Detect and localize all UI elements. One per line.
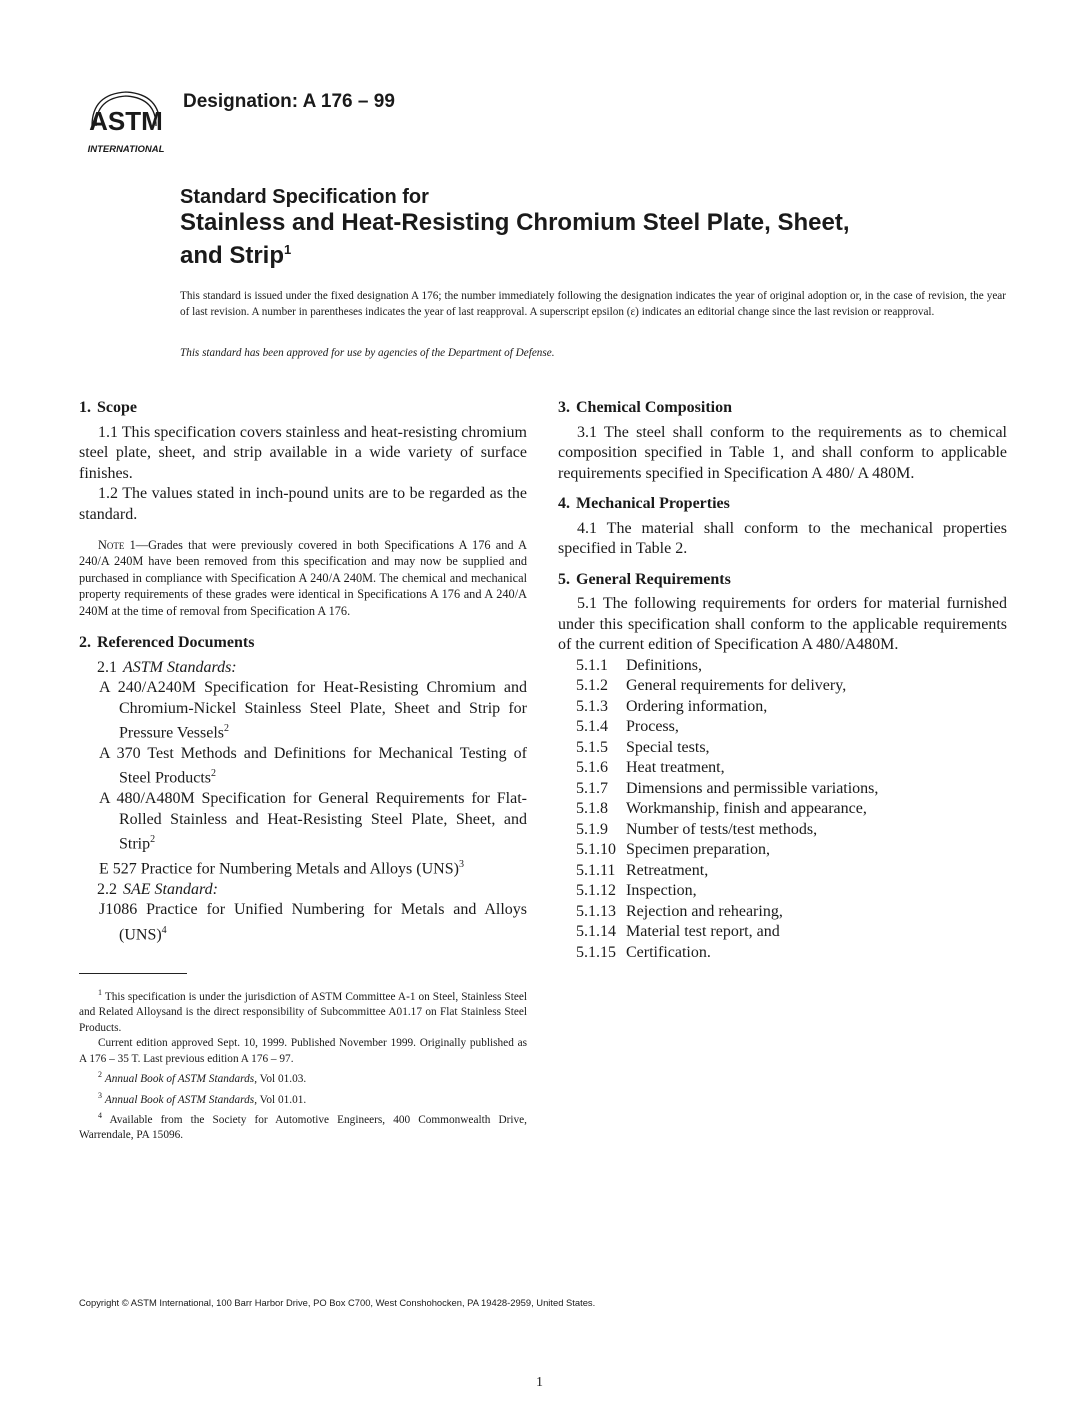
list-item: 5.1.7 Dimensions and permissible variations, <box>576 779 879 797</box>
reference-item: J1086 Practice for Unified Numbering for Metals and Alloys (UNS)$^4$ <box>99 901 527 944</box>
title-line-1: Stainless and Heat-Resisting Chromium Steel Plate, Sheet, <box>180 209 850 236</box>
preamble: This standard is issued under the fixed designation A 176; the number immediately following the designation indicates the year of original adoption or, in the case of revision, the year of last revision. A number in parentheses indicates the year of last reapproval. A superscript epsilon (ε) indicates an editorial change since the last revision or reapproval. <box>180 290 1006 318</box>
footnotes <box>79 985 527 1144</box>
general-para-1: 5.1 The following requirements for orders for material furnished under this specification shall conform to the applicable requirements of the current edition of Specification A 480/A480M. <box>558 595 1007 653</box>
list-item: 5.1.5 Special tests, <box>576 738 710 756</box>
footnote-2: $^2$ Annual Book of ASTM Standards, Vol 01.03. <box>98 1070 307 1086</box>
reference-item: A 480/A480M Specification for General Requirements for Flat-Rolled Stainless and Heat-Resisting Steel Plate, Sheet, and Strip$^2$ <box>99 790 527 853</box>
section-heading-referenced: 2. Referenced Documents <box>79 634 255 652</box>
document-title <box>180 185 1020 269</box>
title-footnote-mark: 1 <box>284 242 292 257</box>
footnote-1-continued: Current edition approved Sept. 10, 1999. Published November 1999. Originally published as A 176 – 35 T. Last previous edition A 176 – 97. <box>79 1037 527 1065</box>
page-number: 1 <box>536 1375 543 1390</box>
logo-lettering: ASTM <box>89 106 163 136</box>
list-item: 5.1.12 Inspection, <box>576 882 697 899</box>
list-item: 5.1.13 Rejection and rehearing, <box>576 902 783 920</box>
footnote-divider <box>79 973 187 974</box>
list-item: 5.1.15 Certification. <box>576 943 711 961</box>
section-heading-chemical: 3. Chemical Composition <box>558 399 732 416</box>
list-item: 5.1.14 Material test report, and <box>576 923 780 940</box>
right-column <box>558 398 1007 963</box>
list-item: 5.1.6 Heat treatment, <box>576 759 725 776</box>
left-column <box>79 398 527 946</box>
section-heading-mechanical: 4. Mechanical Properties <box>558 495 730 512</box>
list-item: 5.1.1 Definitions, <box>576 656 702 674</box>
list-item: 5.1.4 Process, <box>576 718 679 735</box>
title-prefix: Standard Specification for <box>180 186 429 208</box>
reference-item: A 370 Test Methods and Definitions for Mechanical Testing of Steel Products$^2$ <box>99 744 527 787</box>
list-item: 5.1.8 Workmanship, finish and appearance, <box>576 800 867 817</box>
list-item: 5.1.10 Specimen preparation, <box>576 841 770 858</box>
designation: Designation: A 176 – 99 <box>183 91 395 112</box>
astm-standards-heading: 2.1 ASTM Standards: <box>97 658 237 676</box>
footnote-1: $^1$ This specification is under the jurisdiction of ASTM Committee A-1 on Steel, Stainless Steel and Related Alloysand is the direct responsibility of Subcommittee A01.17 on Flat Stainless Steel Products. <box>79 988 527 1034</box>
section-heading-general: 5. General Requirements <box>558 570 731 588</box>
copyright-notice: Copyright © ASTM International, 100 Barr Harbor Drive, PO Box C700, West Conshohocken, PA 19428-2959, United States. <box>79 1297 596 1308</box>
reference-item: E 527 Practice for Numbering Metals and Alloys (UNS)$^3$ <box>99 859 464 878</box>
dod-notice: This standard has been approved for use by agencies of the Department of Defense. <box>180 347 555 359</box>
chemical-para-1: 3.1 The steel shall conform to the requirements as to chemical composition specified in Table 1, and shall conform to applicable requirements specified in Specification A 480/ A 480M. <box>558 423 1007 482</box>
scope-para-2: 1.2 The values stated in inch-pound units are to be regarded as the standard. <box>79 485 527 523</box>
title-line-2: and Strip$^1$ <box>180 242 292 269</box>
note-1: Note 1—Grades that were previously covered in both Specifications A 176 and A 240/A 240M have been removed from this specification and may now be supplied and purchased in compliance with Specification A 240/A 240M. The chemical and mechanical property requirements of these grades were identical in Specifications A 176 and A 240/A 240M at the time of removal from Specification A 176. <box>79 538 527 618</box>
scope-para-1: 1.1 This specification covers stainless and heat-resisting chromium steel plate, sheet, and strip available in a wide variety of surface finishes. <box>79 423 527 482</box>
astm-logo <box>82 86 170 156</box>
footnote-3: $^3$ Annual Book of ASTM Standards, Vol 01.01. <box>98 1090 307 1106</box>
list-item: 5.1.11 Retreatment, <box>576 861 709 879</box>
requirements-list <box>558 656 1007 964</box>
reference-item: A 240/A240M Specification for Heat-Resisting Chromium and Chromium-Nickel Stainless Steel Plate, Sheet and Strip for Pressure Vessels$^2$ <box>99 679 527 742</box>
footnote-4: $^4$ Available from the Society for Automotive Engineers, 400 Commonwealth Drive, Warrendale, PA 15096. <box>79 1110 527 1142</box>
list-item: 5.1.3 Ordering information, <box>576 697 768 715</box>
logo-subtext: INTERNATIONAL <box>87 144 165 155</box>
sae-standard-heading: 2.2 SAE Standard: <box>97 880 218 898</box>
list-item: 5.1.9 Number of tests/test methods, <box>576 820 818 838</box>
mechanical-para-1: 4.1 The material shall conform to the mechanical properties specified in Table 2. <box>558 519 1007 557</box>
list-item: 5.1.2 General requirements for delivery, <box>576 677 847 694</box>
section-heading-scope: 1. Scope <box>79 399 137 416</box>
